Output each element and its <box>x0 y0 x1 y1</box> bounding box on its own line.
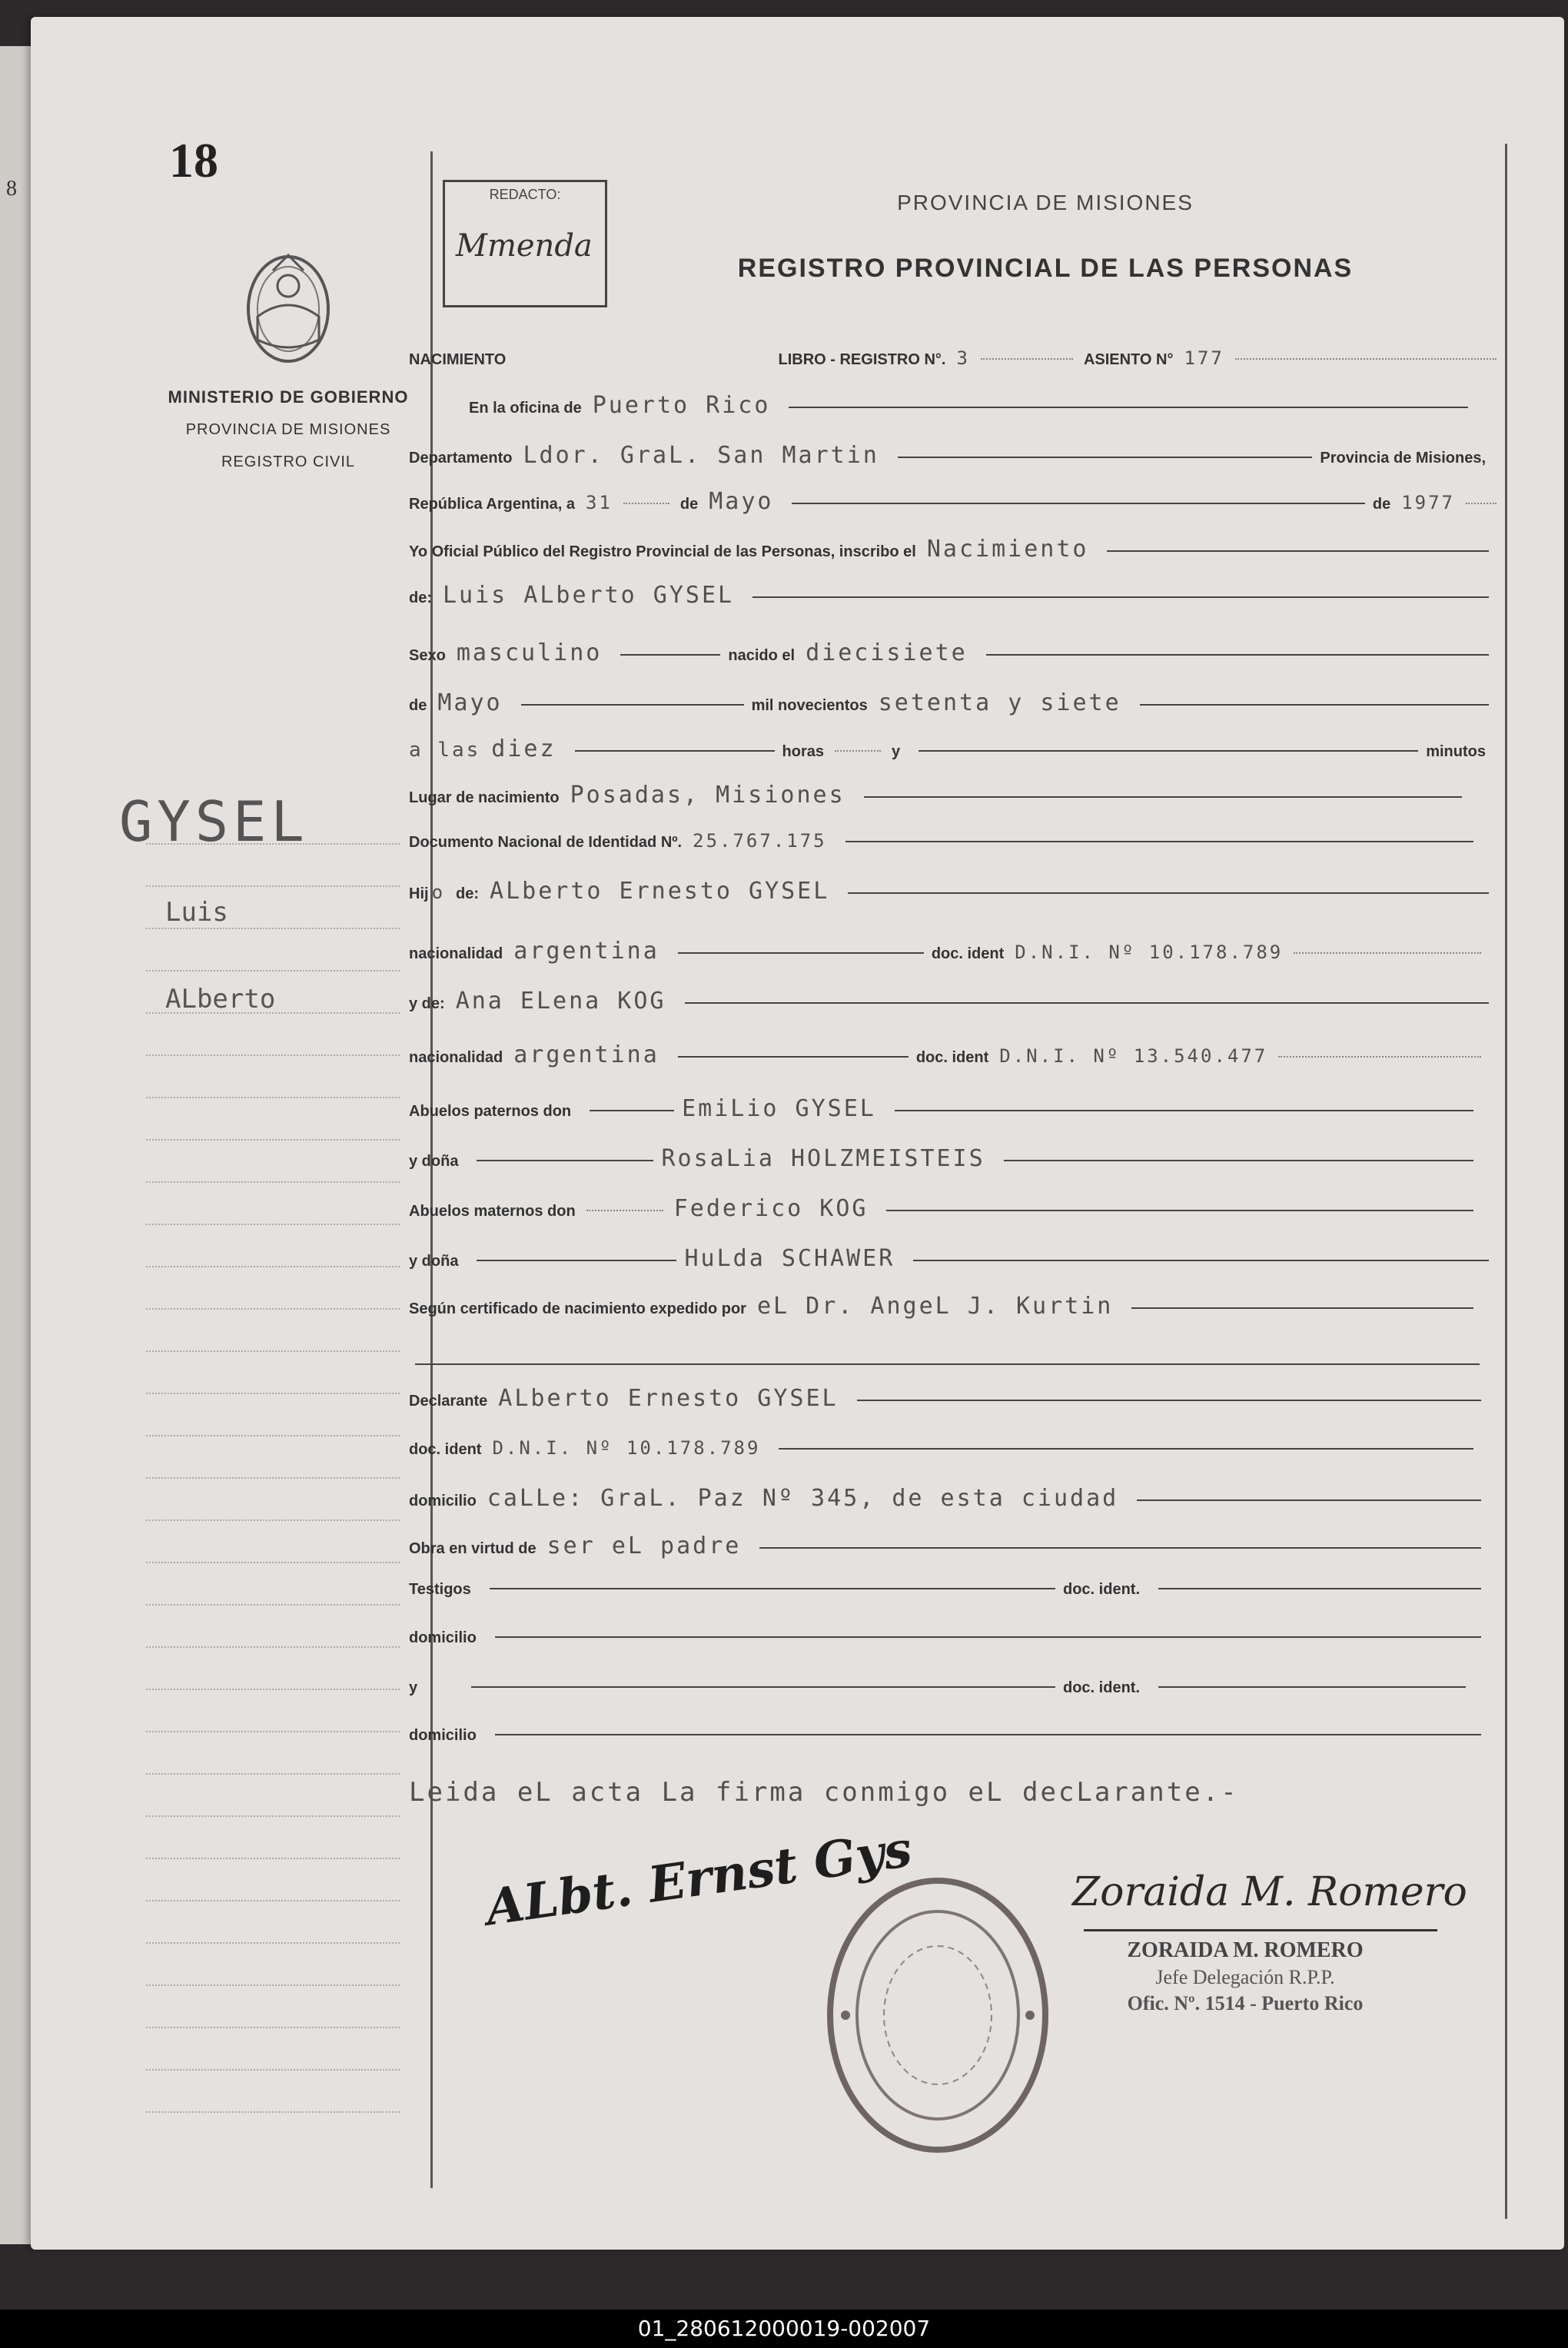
signature-line <box>1084 1929 1437 1931</box>
hijo-label: Hij <box>409 885 429 902</box>
doc-declarante-row <box>409 1437 1481 1459</box>
abuelo-paterno-value: EmiLio GYSEL <box>682 1095 876 1122</box>
testigos-row <box>409 1581 1489 1599</box>
obra-row <box>409 1533 1489 1559</box>
domicilio-label: domicilio <box>409 1493 477 1509</box>
official-title: Jefe Delegación R.P.P. <box>1155 1966 1335 1988</box>
persona-value: Luis ALberto GYSEL <box>443 582 735 609</box>
doc4-label: doc. ident. <box>1063 1581 1140 1598</box>
official-signature: Zoraida M. Romero <box>1072 1869 1467 1915</box>
archive-id: 01_280612000019-002007 <box>637 2316 931 2341</box>
ministry-line-3: REGISTRO CIVIL <box>221 453 356 470</box>
certificado-continuation-line <box>415 1363 1480 1365</box>
padre-value: ALberto Ernesto GYSEL <box>490 878 830 905</box>
y2-label: y <box>409 1679 418 1696</box>
hijo-de-label: de: <box>456 885 480 902</box>
nacionalidad-madre-row <box>409 1041 1481 1068</box>
redacto-box <box>443 180 607 307</box>
official-office: Ofic. Nº. 1514 - Puerto Rico <box>1127 1992 1364 2014</box>
dni-row <box>409 830 1481 852</box>
obra-value: ser eL padre <box>546 1533 742 1559</box>
madre-row <box>409 988 1497 1015</box>
hijo-row <box>409 878 1497 905</box>
abuelo-materno-row <box>409 1195 1481 1222</box>
inscribo-value: Nacimiento <box>926 536 1089 563</box>
margin-first-name: Luis <box>165 897 228 928</box>
oficina-label: En la oficina de <box>469 400 582 417</box>
back-sheet-mark: 8 <box>6 177 17 201</box>
dni-label: Documento Nacional de Identidad Nº. <box>409 834 683 851</box>
a-las-label: a las <box>409 739 481 762</box>
libro-label: LIBRO - REGISTRO N°. <box>778 351 946 368</box>
asiento-label: ASIENTO N° <box>1083 351 1174 368</box>
declarante-signature: ALbt. Ernst Gys <box>482 1820 915 1938</box>
leida-value: Leida eL acta La firma conmigo eL decLarante.- <box>409 1777 1239 1808</box>
certificado-label: Según certificado de nacimiento expedido por <box>409 1300 746 1317</box>
inscribo-label: Yo Oficial Público del Registro Provincial de las Personas, inscribo el <box>409 543 916 560</box>
abuelos-paternos-label: Abuelos paternos don <box>409 1103 572 1120</box>
hijo-suffix: o <box>431 882 446 903</box>
nac2-label: nacionalidad <box>409 1049 503 1066</box>
year-label: de <box>1372 496 1391 513</box>
sexo-value: masculino <box>456 639 603 666</box>
leida-row <box>409 1777 1489 1808</box>
margin-surname: GYSEL <box>119 789 309 854</box>
declarante-value: ALberto Ernesto GYSEL <box>498 1385 839 1412</box>
oficina-row <box>469 392 1476 419</box>
minutos-label: minutos <box>1426 743 1486 760</box>
register-page <box>31 17 1564 2250</box>
y-label: y <box>892 743 901 760</box>
page-number: 18 <box>169 133 218 188</box>
margin-second-name: ALberto <box>165 984 276 1015</box>
doc2-value: D.N.I. Nº 13.540.477 <box>999 1045 1268 1067</box>
nacionalidad-padre-row <box>409 938 1481 965</box>
ministry-line-2: PROVINCIA DE MISIONES <box>185 421 391 438</box>
libro-value: 3 <box>956 347 970 369</box>
sexo-label: Sexo <box>409 647 446 664</box>
nac1-value: argentina <box>513 938 659 965</box>
domicilio2-row <box>409 1629 1489 1647</box>
official-seal-icon <box>815 1869 1061 2161</box>
dona1-label: y doña <box>409 1153 459 1170</box>
doc2-label: doc. ident <box>915 1049 989 1066</box>
de-label: de <box>679 496 699 513</box>
testigos-label: Testigos <box>409 1581 471 1598</box>
domicilio-row <box>409 1485 1489 1512</box>
domicilio3-label: domicilio <box>409 1727 477 1744</box>
departamento-label: Departamento <box>409 450 513 467</box>
doc1-label: doc. ident <box>931 945 1005 962</box>
doc3-value: D.N.I. Nº 10.178.789 <box>492 1437 761 1459</box>
hora-value: diez <box>491 736 556 762</box>
testigo2-row <box>409 1679 1473 1697</box>
de-mes-label: de <box>409 697 427 714</box>
abuelo-materno-value: Federico KOG <box>673 1195 869 1222</box>
year-value: 1977 <box>1401 492 1455 513</box>
oficina-value: Puerto Rico <box>592 392 771 419</box>
abuela-paterna-value: RosaLia HOLZMEISTEIS <box>661 1145 985 1172</box>
asiento-value: 177 <box>1184 347 1224 369</box>
de-persona-label: de: <box>409 589 432 606</box>
obra-label: Obra en virtud de <box>409 1540 537 1557</box>
horas-label: horas <box>782 743 824 760</box>
certificado-row <box>409 1293 1481 1320</box>
doc3-label: doc. ident <box>409 1441 482 1458</box>
abuela-materna-value: HuLda SCHAWER <box>684 1245 895 1272</box>
mil-value: setenta y siete <box>878 689 1121 716</box>
provincia-suffix: Provincia de Misiones, <box>1320 450 1486 467</box>
fecha-row <box>409 488 1497 515</box>
official-block <box>1091 1938 1399 2015</box>
republica-label: República Argentina, a <box>409 496 575 513</box>
declarante-label: Declarante <box>409 1393 488 1410</box>
province-title: PROVINCIA DE MISIONES <box>897 191 1194 214</box>
departamento-row <box>409 442 1497 469</box>
abuelos-maternos-label: Abuelos maternos don <box>409 1203 576 1220</box>
doc1-value: D.N.I. Nº 10.178.789 <box>1015 942 1284 963</box>
ministry-line-1: MINISTERIO DE GOBIERNO <box>168 387 409 407</box>
lugar-label: Lugar de nacimiento <box>409 789 560 806</box>
hora-row <box>409 736 1497 762</box>
nac1-label: nacionalidad <box>409 945 503 962</box>
departamento-value: Ldor. GraL. San Martin <box>523 442 879 469</box>
declarante-row <box>409 1385 1489 1412</box>
nacido-label: nacido el <box>728 647 796 664</box>
nac2-value: argentina <box>513 1041 659 1068</box>
yde-label: y de: <box>409 995 445 1012</box>
record-header-row <box>409 347 1497 369</box>
dona2-label: y doña <box>409 1253 459 1270</box>
persona-row <box>409 582 1497 609</box>
right-border <box>1505 144 1507 2219</box>
registry-title: REGISTRO PROVINCIAL DE LAS PERSONAS <box>737 254 1354 283</box>
domicilio-value: caLLe: GraL. Paz Nº 345, de esta ciudad <box>487 1485 1119 1512</box>
certificado-value: eL Dr. AngeL J. Kurtin <box>756 1293 1114 1320</box>
record-type: NACIMIENTO <box>409 351 507 368</box>
abuelo-paterno-row <box>409 1095 1481 1122</box>
lugar-value: Posadas, Misiones <box>570 782 845 809</box>
mes-row <box>409 689 1497 716</box>
doc5-label: doc. ident. <box>1063 1679 1140 1696</box>
official-name: ZORAIDA M. ROMERO <box>1127 1938 1364 1962</box>
nacido-value: diecisiete <box>806 639 968 666</box>
domicilio2-label: domicilio <box>409 1629 477 1646</box>
redacto-label: REDACTO: <box>489 187 561 202</box>
month-value: Mayo <box>709 488 774 515</box>
domicilio3-row <box>409 1727 1489 1745</box>
archive-id-bar <box>0 2310 1568 2348</box>
abuela-materna-row <box>409 1245 1497 1272</box>
mil-label: mil novecientos <box>751 697 868 714</box>
dni-value: 25.767.175 <box>693 830 827 852</box>
sexo-row <box>409 639 1497 666</box>
madre-value: Ana ELena KOG <box>455 988 666 1015</box>
coat-of-arms-icon <box>234 247 342 370</box>
abuela-paterna-row <box>409 1145 1481 1172</box>
inscribo-row <box>409 536 1497 563</box>
mes-value: Mayo <box>437 689 503 716</box>
lugar-row <box>409 782 1470 809</box>
redacto-signature: Mmenda <box>456 228 593 264</box>
day-value: 31 <box>585 492 613 513</box>
